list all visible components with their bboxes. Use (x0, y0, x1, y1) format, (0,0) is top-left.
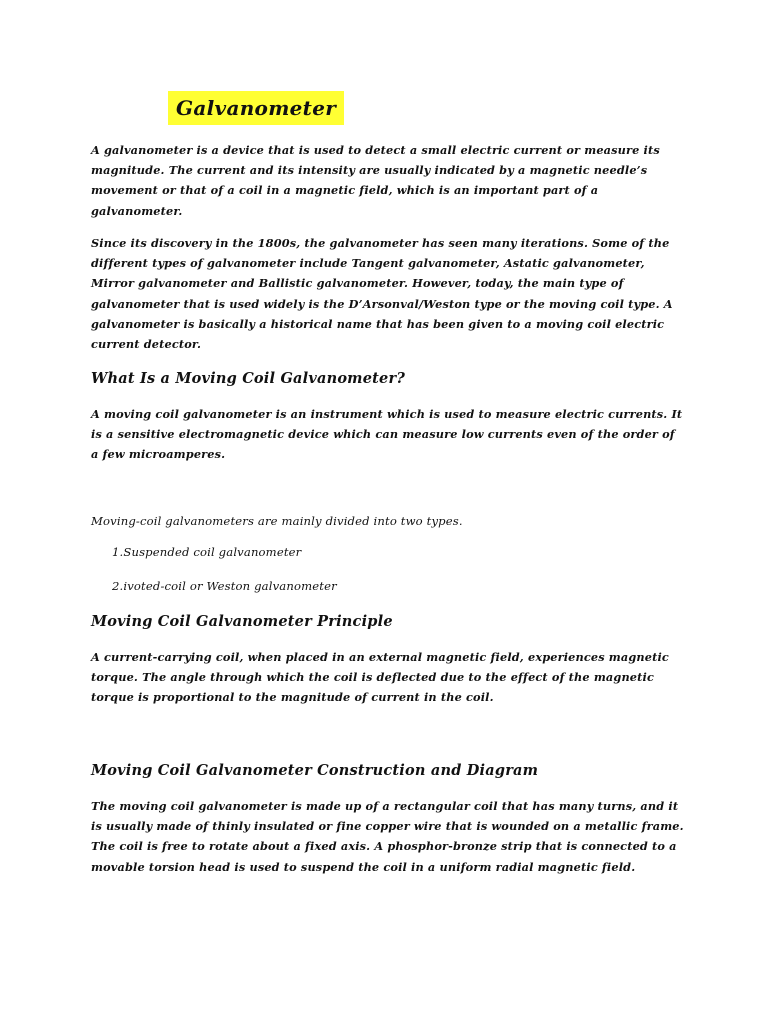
types-intro: Moving-coil galvanometers are mainly divided into two types. (91, 514, 463, 528)
section-heading-construction: Moving Coil Galvanometer Construction and Diagram (91, 762, 539, 779)
list-item: 1.Suspended coil galvanometer (112, 545, 302, 559)
section-principle-paragraph: A current-carrying coil, when placed in an external magnetic field, experiences magnetic torque. The angle through which the coil is deflected due to the effect of the magnetic torque is proportional to the magnitude of current in the coil. (91, 650, 669, 705)
section-what-paragraph: A moving coil galvanometer is an instrument which is used to measure electric currents. It is a sensitive electromagnetic device which can measure low currents even of the order of a few microamperes. (91, 407, 683, 462)
section-heading-what: What Is a Moving Coil Galvanometer? (91, 370, 406, 387)
intro-paragraph-2: Since its discovery in the 1800s, the galvanometer has seen many iterations. Some of the different types of galvanometer include Tangent galvanometer, Astatic galvanometer, Mirror galvanometer and Ballistic galvanometer. However, today, the main type of galvanometer that is used widely is the D’Arsonval/Weston type or the moving coil type. A galvanometer is basically a historical name that has been given to a moving coil electric current detector. (91, 236, 673, 352)
title-highlight (168, 91, 344, 125)
document-title: Galvanometer (176, 96, 337, 120)
section-heading-principle: Moving Coil Galvanometer Principle (91, 613, 393, 630)
section-construction-paragraph: The moving coil galvanometer is made up of a rectangular coil that has many turns, and it is usually made of thinly insulated or fine copper wire that is wounded on a metallic frame. The coil is free to rotate about a fixed axis. A phosphor-bronze strip that is connected to a movable torsion head is used to suspend the coil in a uniform radial magnetic field. (91, 799, 684, 874)
intro-paragraph-1: A galvanometer is a device that is used to detect a small electric current or measure its magnitude. The current and its intensity are usually indicated by a magnetic needle’s movement or that of a coil in a magnetic field, which is an important part of a galvanometer. (91, 143, 660, 218)
list-item: 2.ivoted-coil or Weston galvanometer (112, 579, 337, 593)
